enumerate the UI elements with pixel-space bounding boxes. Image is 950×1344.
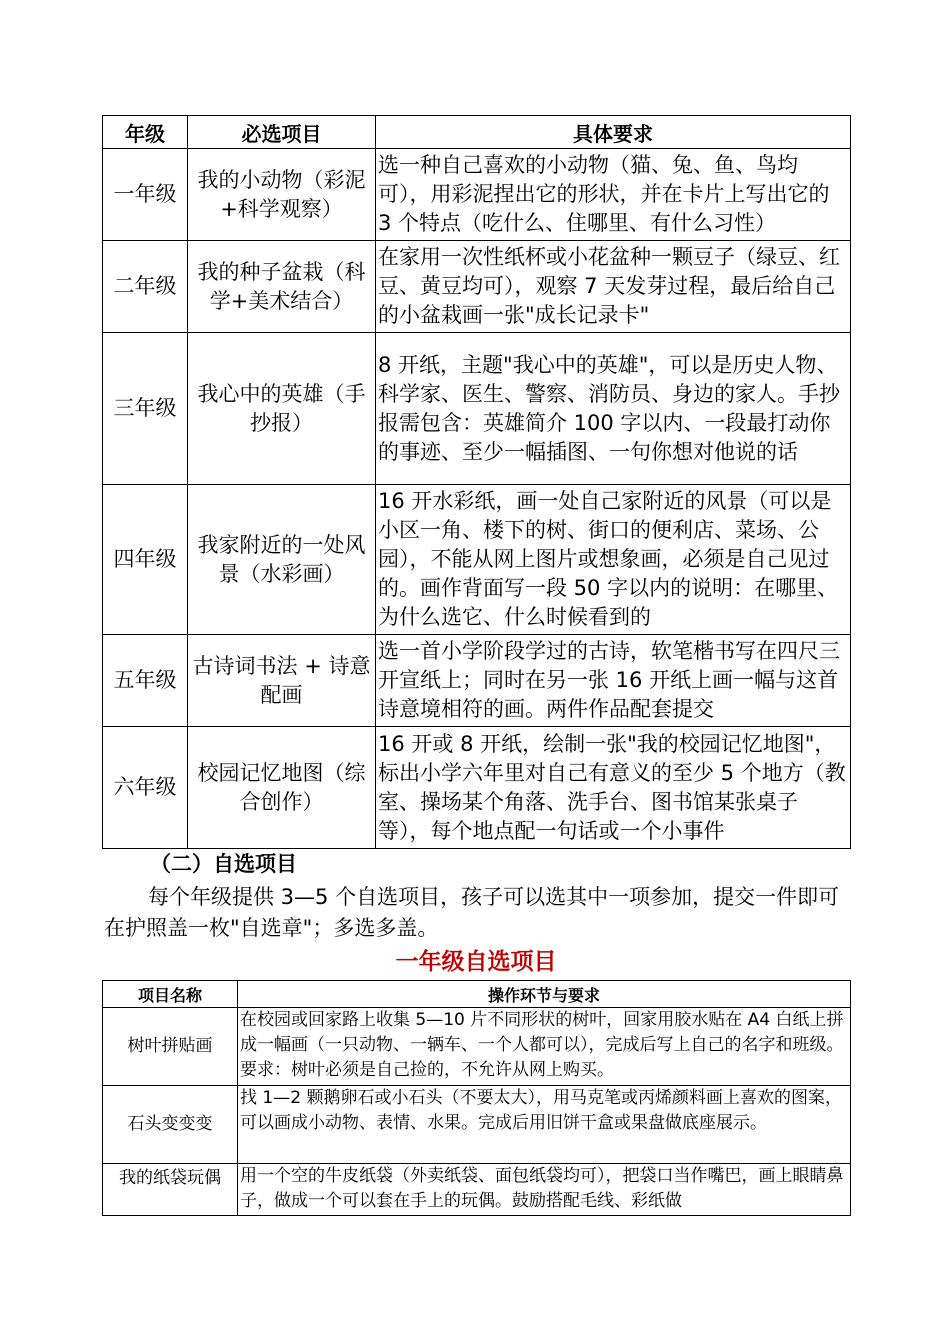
grade1-optional-title: 一年级自选项目 — [395, 949, 557, 975]
grade-cell: 一年级 — [103, 149, 188, 241]
table-row — [103, 727, 851, 849]
requirement-cell: 选一种自己喜欢的小动物（猫、兔、鱼、鸟均可），用彩泥捏出它的形状，并在卡片上写出它的 3 个特点（吃什么、住哪里、有什么习性） — [376, 149, 851, 241]
requirement-cell: 16 开或 8 开纸，绘制一张"我的校园记忆地图"，标出小学六年里对自己有意义的至少 5 个地方（教室、操场某个角落、洗手台、图书馆某张桌子等），每个地点配一句话或一个小事件 — [376, 727, 851, 849]
grade-cell: 四年级 — [103, 485, 188, 635]
project-desc-cell: 找 1—2 颗鹅卵石或小石头（不要太大），用马克笔或丙烯颜料画上喜欢的图案，可以画成小动物、表情、水果。完成后用旧饼干盒或果盘做底座展示。 — [238, 1086, 851, 1164]
section-heading-optional: （二）自选项目 — [150, 852, 297, 876]
table-row — [103, 485, 851, 635]
grade1-optional-table — [102, 980, 851, 1216]
table-row — [103, 149, 851, 241]
header-required-project: 必选项目 — [188, 116, 376, 149]
project-cell: 我家附近的一处风景（水彩画） — [188, 485, 376, 635]
project-cell: 我心中的英雄（手抄报） — [188, 333, 376, 485]
project-cell: 校园记忆地图（综合创作） — [188, 727, 376, 849]
header-requirements: 具体要求 — [376, 116, 851, 149]
requirement-cell: 16 开水彩纸，画一处自己家附近的风景（可以是小区一角、楼下的树、街口的便利店、菜场、公园），不能从网上图片或想象画，必须是自己见过的。画作背面写一段 50 字以内的说明：在哪里、为什么选它、什么时候看到的 — [376, 485, 851, 635]
table-row — [103, 1164, 851, 1216]
header-steps-requirements: 操作环节与要求 — [238, 981, 851, 1008]
requirement-cell: 在家用一次性纸杯或小花盆种一颗豆子（绿豆、红豆、黄豆均可），观察 7 天发芽过程，最后给自己的小盆栽画一张"成长记录卡" — [376, 241, 851, 333]
table-header-row — [103, 116, 851, 149]
section-paragraph: 每个年级提供 3—5 个自选项目，孩子可以选其中一项参加，提交一件即可在护照盖一枚"自选章"；多选多盖。 — [104, 885, 840, 940]
grade-cell: 六年级 — [103, 727, 188, 849]
project-cell: 我的小动物（彩泥+科学观察） — [188, 149, 376, 241]
header-project-name: 项目名称 — [103, 981, 238, 1008]
requirement-cell: 8 开纸，主题"我心中的英雄"，可以是历史人物、科学家、医生、警察、消防员、身边的家人。手抄报需包含：英雄简介 100 字以内、一段最打动你的事迹、至少一幅插图、一句你想对他说的话 — [376, 333, 851, 485]
project-cell: 我的种子盆栽（科学+美术结合） — [188, 241, 376, 333]
table-row — [103, 241, 851, 333]
grade-cell: 五年级 — [103, 635, 188, 727]
project-desc-cell: 用一个空的牛皮纸袋（外卖纸袋、面包纸袋均可），把袋口当作嘴巴，画上眼睛鼻子，做成一个可以套在手上的玩偶。鼓励搭配毛线、彩纸做 — [238, 1164, 851, 1216]
table-row — [103, 1008, 851, 1086]
required-projects-table — [102, 115, 851, 849]
table-row — [103, 1086, 851, 1164]
project-cell: 古诗词书法 + 诗意配画 — [188, 635, 376, 727]
project-name-cell: 树叶拼贴画 — [103, 1008, 238, 1086]
grade-cell: 二年级 — [103, 241, 188, 333]
requirement-cell: 选一首小学阶段学过的古诗，软笔楷书写在四尺三开宣纸上；同时在另一张 16 开纸上画一幅与这首诗意境相符的画。两件作品配套提交 — [376, 635, 851, 727]
project-name-cell: 石头变变变 — [103, 1086, 238, 1164]
project-name-cell: 我的纸袋玩偶 — [103, 1164, 238, 1216]
header-grade: 年级 — [103, 116, 188, 149]
grade-cell: 三年级 — [103, 333, 188, 485]
table-row — [103, 635, 851, 727]
table-row — [103, 333, 851, 485]
project-desc-cell: 在校园或回家路上收集 5—10 片不同形状的树叶，回家用胶水贴在 A4 白纸上拼成一幅画（一只动物、一辆车、一个人都可以），完成后写上自己的名字和班级。要求：树叶必须是自己捡的，不允许从网上购买。 — [238, 1008, 851, 1086]
table-header-row — [103, 981, 851, 1008]
